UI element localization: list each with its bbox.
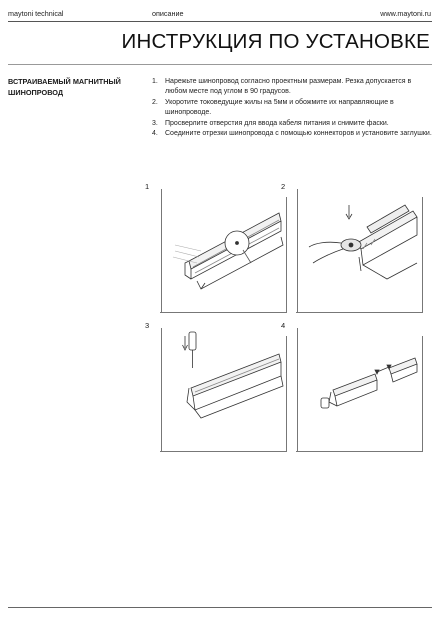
figure-number: 2 bbox=[281, 182, 286, 191]
footer-divider bbox=[8, 607, 432, 608]
title-divider bbox=[8, 64, 432, 65]
step-item: 3. Просверлите отверстия для ввода кабеля питания и снимите фаски. bbox=[152, 119, 389, 127]
section-label: описание bbox=[152, 9, 184, 18]
figure-4 bbox=[283, 322, 423, 452]
figure-number: 1 bbox=[145, 182, 150, 191]
figure-3 bbox=[147, 322, 287, 452]
cutting-disc-icon bbox=[161, 183, 287, 313]
drill-icon bbox=[161, 322, 287, 452]
figure-number: 3 bbox=[145, 321, 150, 330]
step-item: 2. Укоротите токоведущие жилы на 5мм и обожмите их направляющие в шинопроводе. bbox=[152, 98, 394, 117]
product-heading: ВСТРАИВАЕМЫЙ МАГНИТНЫЙ ШИНОПРОВОД bbox=[8, 77, 121, 97]
page-title: ИНСТРУКЦИЯ ПО УСТАНОВКЕ bbox=[121, 30, 430, 53]
figure-2 bbox=[283, 183, 423, 313]
step-item: 4. Соедините отрезки шинопровода с помощью коннекторов и установите заглушки. bbox=[152, 130, 432, 138]
figure-1 bbox=[147, 183, 287, 313]
header-divider bbox=[8, 21, 432, 22]
connector-icon bbox=[297, 322, 423, 452]
instruction-steps bbox=[152, 77, 432, 139]
website-link[interactable]: www.maytoni.ru bbox=[380, 9, 431, 18]
crimp-pliers-icon bbox=[297, 183, 423, 313]
step-item: 1. Нарежьте шинопровод согласно проектным размерам. Резка допускается в любом месте под углом в 90 градусов. bbox=[152, 78, 412, 96]
brand-name: maytoni technical bbox=[8, 9, 64, 18]
figure-number: 4 bbox=[281, 321, 286, 330]
